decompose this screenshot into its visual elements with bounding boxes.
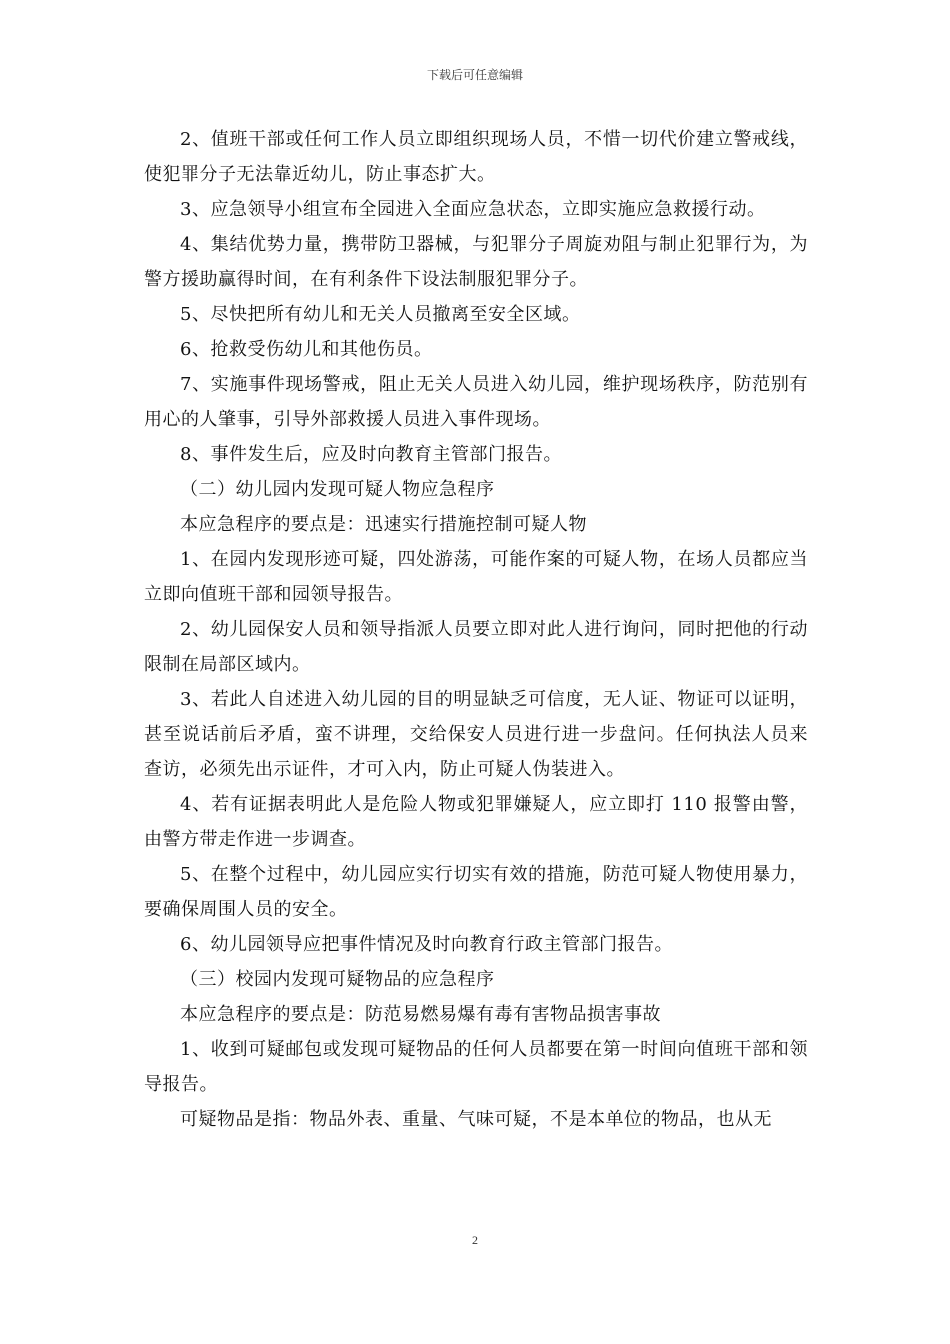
paragraph: 7、实施事件现场警戒，阻止无关人员进入幼儿园，维护现场秩序，防范别有用心的人肇事，引导外部救援人员进入事件现场。 [144,374,808,430]
paragraph: 6、幼儿园领导应把事件情况及时向教育行政主管部门报告。 [180,934,673,955]
paragraph: 本应急程序的要点是：迅速实行措施控制可疑人物 [180,514,587,535]
paragraph: 可疑物品是指：物品外表、重量、气味可疑，不是本单位的物品，也从无 [180,1109,772,1130]
paragraph: 3、若此人自述进入幼儿园的目的明显缺乏可信度，无人证、物证可以证明，甚至说话前后矛盾，蛮不讲理，交给保安人员进行进一步盘问。任何执法人员来查访，必须先出示证件，才可入内，防止可疑人伪装进入。 [144,689,808,780]
paragraph: 2、值班干部或任何工作人员立即组织现场人员，不惜一切代价建立警戒线，使犯罪分子无法靠近幼儿，防止事态扩大。 [144,129,808,185]
paragraph: 2、幼儿园保安人员和领导指派人员要立即对此人进行询问，同时把他的行动限制在局部区域内。 [144,619,808,675]
paragraph: 3、应急领导小组宣布全园进入全面应急状态，立即实施应急救援行动。 [180,199,766,220]
page-number: 2 [472,1233,478,1247]
section-heading: （三）校园内发现可疑物品的应急程序 [180,969,495,990]
paragraph: 1、收到可疑邮包或发现可疑物品的任何人员都要在第一时间向值班干部和领导报告。 [144,1039,808,1095]
paragraph: 5、在整个过程中，幼儿园应实行切实有效的措施，防范可疑人物使用暴力，要确保周围人员的安全。 [144,864,808,920]
paragraph: 6、抢救受伤幼儿和其他伤员。 [180,339,433,360]
page-header: 下载后可任意编辑 [426,68,523,82]
paragraph: 4、集结优势力量，携带防卫器械，与犯罪分子周旋劝阻与制止犯罪行为，为警方援助赢得时间，在有利条件下设法制服犯罪分子。 [144,234,808,290]
section-heading: （二）幼儿园内发现可疑人物应急程序 [180,479,495,500]
paragraph: 本应急程序的要点是：防范易燃易爆有毒有害物品损害事故 [180,1004,661,1025]
paragraph: 8、事件发生后，应及时向教育主管部门报告。 [180,444,562,465]
paragraph: 5、尽快把所有幼儿和无关人员撤离至安全区域。 [180,304,581,325]
paragraph: 4、若有证据表明此人是危险人物或犯罪嫌疑人，应立即打 110 报警由警，由警方带走作进一步调查。 [144,794,808,850]
document-body [144,122,808,1137]
paragraph: 1、在园内发现形迹可疑，四处游荡，可能作案的可疑人物，在场人员都应当立即向值班干部和园领导报告。 [144,549,808,605]
